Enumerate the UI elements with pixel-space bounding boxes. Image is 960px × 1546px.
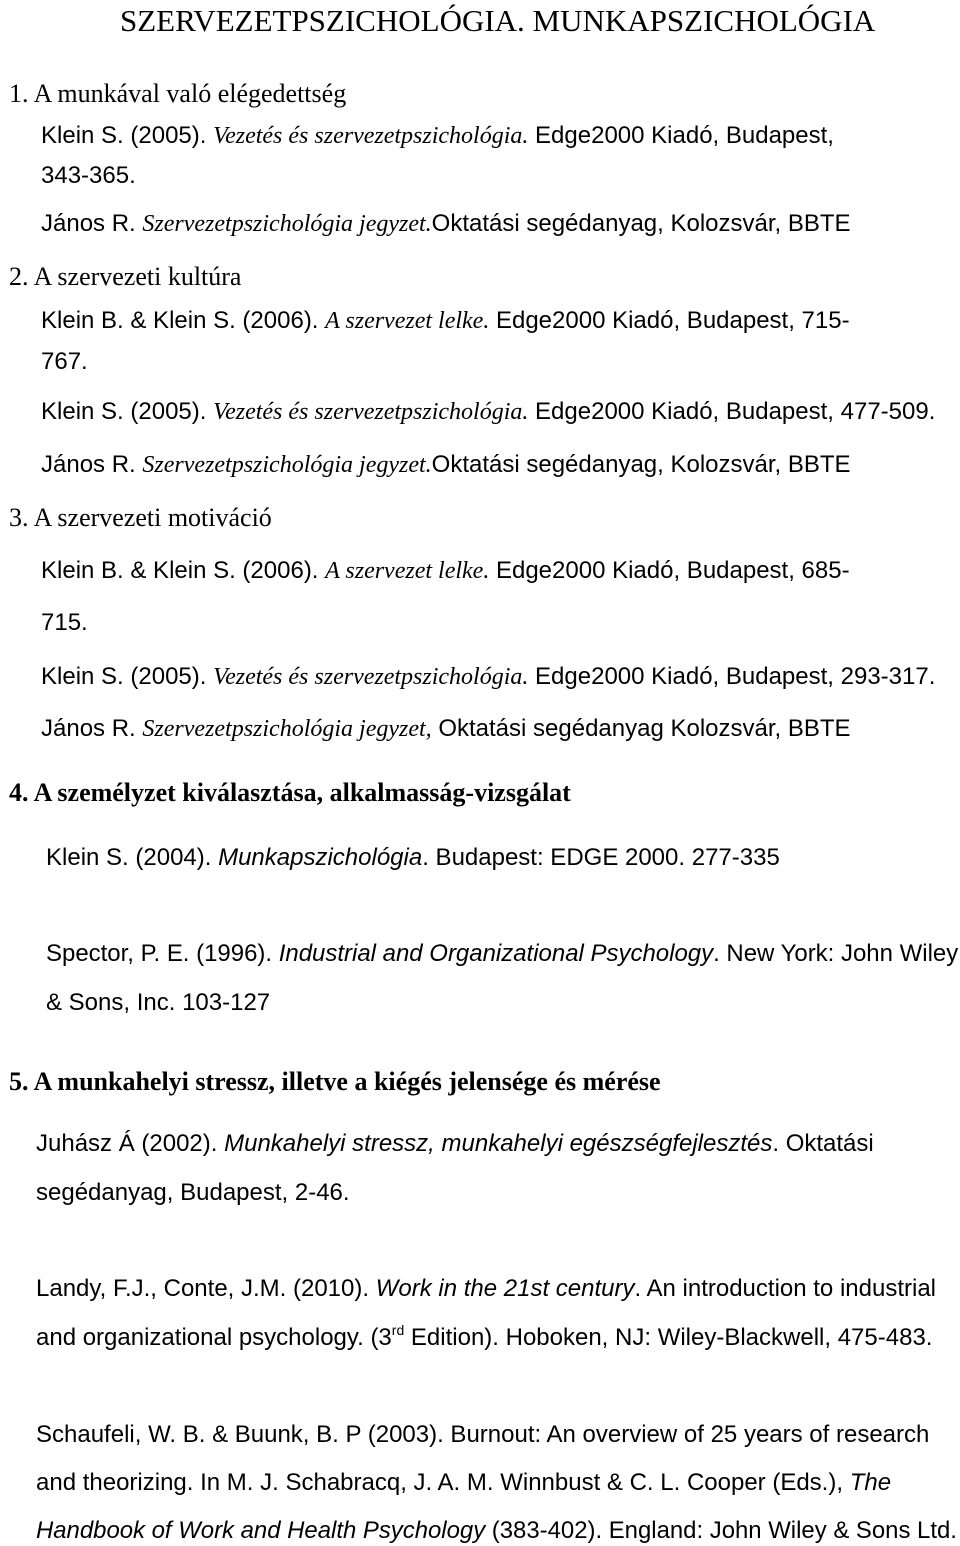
- section-5-ref-1: Juhász Á (2002). Munkahelyi stressz, munkahelyi egészségfejlesztés. Oktatási: [36, 1130, 874, 1157]
- section-4-heading: 4. A személyzet kiválasztása, alkalmasság-vizsgálat: [9, 778, 571, 807]
- section-3-heading: 3. A szervezeti motiváció: [9, 503, 272, 532]
- section-3-ref-1-cont: 715.: [41, 609, 88, 636]
- section-2-ref-3: János R. Szervezetpszichológia jegyzet.Oktatási segédanyag, Kolozsvár, BBTE: [41, 451, 851, 478]
- section-5-ref-1-cont: segédanyag, Budapest, 2-46.: [36, 1179, 350, 1206]
- section-3-ref-3: János R. Szervezetpszichológia jegyzet, Oktatási segédanyag Kolozsvár, BBTE: [41, 715, 851, 742]
- section-2-heading: 2. A szervezeti kultúra: [9, 262, 242, 291]
- section-2-ref-1: Klein B. & Klein S. (2006). A szervezet lelke. Edge2000 Kiadó, Budapest, 715-: [41, 307, 850, 334]
- section-4-ref-1: Klein S. (2004). Munkapszichológia. Budapest: EDGE 2000. 277-335: [46, 844, 780, 871]
- section-5-ref-2: Landy, F.J., Conte, J.M. (2010). Work in the 21st century. An introduction to industrial: [36, 1275, 936, 1302]
- section-5-ref-2-cont: and organizational psychology. (3rd Edition). Hoboken, NJ: Wiley-Blackwell, 475-483.: [36, 1322, 933, 1351]
- section-5-heading: 5. A munkahelyi stressz, illetve a kiégés jelensége és mérése: [9, 1067, 661, 1096]
- section-1-ref-2: János R. Szervezetpszichológia jegyzet.Oktatási segédanyag, Kolozsvár, BBTE: [41, 210, 851, 237]
- section-3-ref-2: Klein S. (2005). Vezetés és szervezetpszichológia. Edge2000 Kiadó, Budapest, 293-317.: [41, 663, 936, 690]
- section-4-ref-2: Spector, P. E. (1996). Industrial and Organizational Psychology. New York: John Wiley: [46, 940, 959, 967]
- section-1-heading: 1. A munkával való elégedettség: [9, 79, 347, 108]
- section-2-ref-2: Klein S. (2005). Vezetés és szervezetpszichológia. Edge2000 Kiadó, Budapest, 477-509.: [41, 398, 936, 425]
- section-5-ref-3-cont-1: and theorizing. In M. J. Schabracq, J. A. M. Winnbust & C. L. Cooper (Eds.), The: [36, 1469, 892, 1496]
- section-3-ref-1: Klein B. & Klein S. (2006). A szervezet lelke. Edge2000 Kiadó, Budapest, 685-: [41, 557, 850, 584]
- section-4-ref-2-cont: & Sons, Inc. 103-127: [46, 989, 271, 1016]
- section-5-ref-3-cont-2: Handbook of Work and Health Psychology (383-402). England: John Wiley & Sons Ltd.: [36, 1517, 957, 1544]
- section-5-ref-3: Schaufeli, W. B. & Buunk, B. P (2003). Burnout: An overview of 25 years of research: [36, 1421, 930, 1448]
- page-title: SZERVEZETPSZICHOLÓGIA. MUNKAPSZICHOLÓGIA: [120, 3, 876, 38]
- section-1-ref-1: Klein S. (2005). Vezetés és szervezetpszichológia. Edge2000 Kiadó, Budapest,: [41, 122, 834, 149]
- section-1-ref-1-cont: 343-365.: [41, 162, 136, 189]
- section-2-ref-1-cont: 767.: [41, 348, 88, 375]
